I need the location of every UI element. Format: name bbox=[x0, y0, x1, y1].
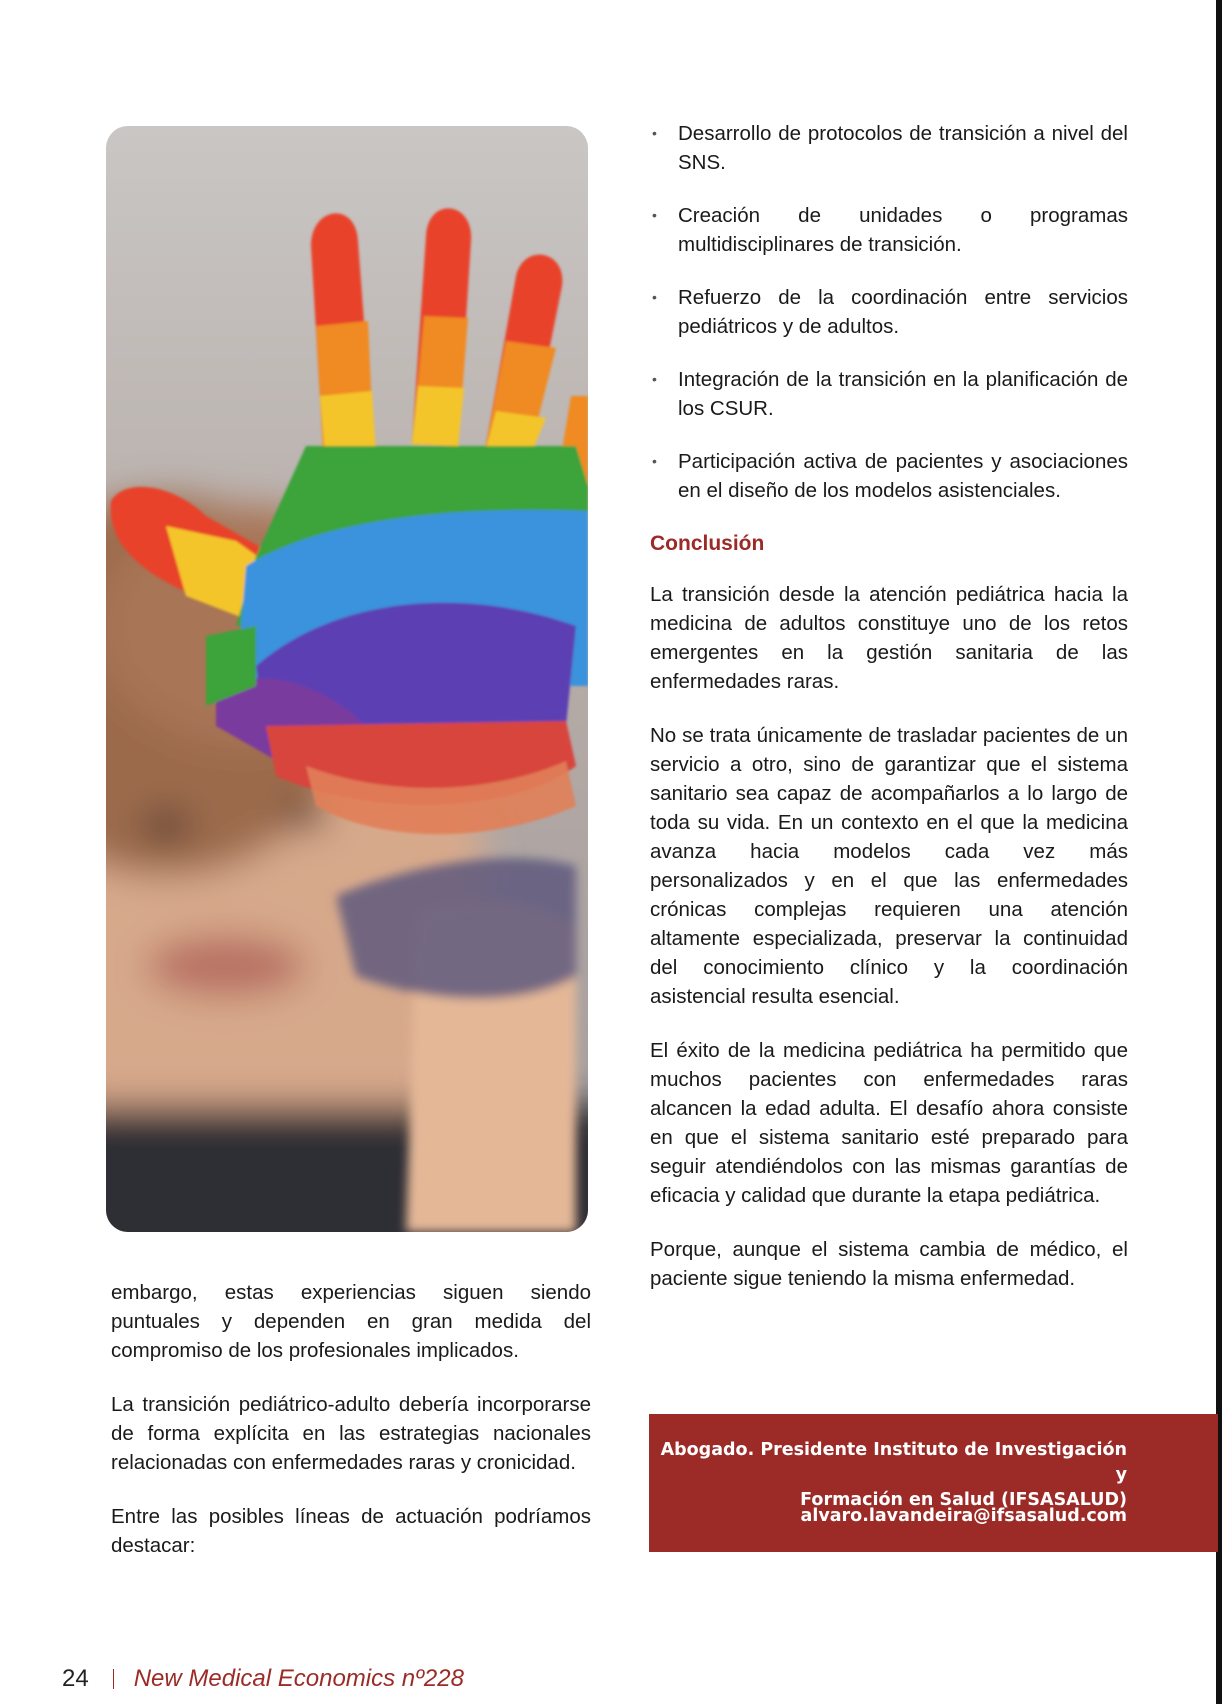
list-item bbox=[650, 119, 1128, 177]
bullet-icon: • bbox=[652, 289, 657, 305]
list-item bbox=[650, 283, 1128, 341]
list-item-text: Creación de unidades o programas multidisciplinares de transición. bbox=[678, 204, 1128, 256]
paragraph: embargo, estas experiencias siguen siendo puntuales y dependen en gran medida del compromiso de los profesionales implicados. bbox=[111, 1281, 591, 1362]
author-role bbox=[657, 1438, 1127, 1513]
paragraph: Entre las posibles líneas de actuación podríamos destacar: bbox=[111, 1505, 591, 1557]
conclusion-heading: Conclusión bbox=[650, 532, 765, 555]
page-number: 24 bbox=[62, 1665, 89, 1692]
list-item bbox=[650, 447, 1128, 505]
publication-title: New Medical Economics nº228 bbox=[133, 1665, 464, 1692]
bullet-icon: • bbox=[652, 453, 657, 469]
list-item-text: Desarrollo de protocolos de transición a nivel del SNS. bbox=[678, 122, 1128, 174]
list-item-text: Integración de la transición en la planificación de los CSUR. bbox=[678, 368, 1128, 420]
author-role-line: Formación en Salud (IFSASALUD) bbox=[800, 1490, 1127, 1510]
page-footer bbox=[62, 1664, 464, 1694]
author-box bbox=[649, 1414, 1218, 1552]
right-column bbox=[650, 119, 1128, 1318]
author-role-line: Abogado. Presidente Instituto de Investigación y bbox=[660, 1440, 1127, 1485]
footer-divider bbox=[113, 1669, 114, 1689]
list-item bbox=[650, 365, 1128, 423]
paragraph: No se trata únicamente de trasladar pacientes de un servicio a otro, sino de garantizar que el sistema sanitario sea capaz de acompañarlos a lo largo de toda su vida. En un contexto en el que la medicina avanza hacia modelos cada vez más personalizados y en el que las enfermedades crónicas complejas requieren una atención altamente especializada, preservar la continuidad del conocimiento clínico y la coordinación asistencial resulta esencial. bbox=[650, 724, 1128, 1008]
list-item-text: Participación activa de pacientes y asociaciones en el diseño de los modelos asistenciales. bbox=[678, 450, 1128, 502]
bullet-icon: • bbox=[652, 371, 657, 387]
paragraph: La transición desde la atención pediátrica hacia la medicina de adultos constituye uno de los retos emergentes en la gestión sanitaria de las enfermedades raras. bbox=[650, 583, 1128, 693]
paragraph: El éxito de la medicina pediátrica ha permitido que muchos pacientes con enfermedades raras alcancen la edad adulta. El desafío ahora consiste en que el sistema sanitario esté preparado para seguir atendiéndolos con las mismas garantías de eficacia y calidad que durante la etapa pediátrica. bbox=[650, 1039, 1128, 1207]
list-item-text: Refuerzo de la coordinación entre servicios pediátricos y de adultos. bbox=[678, 286, 1128, 338]
bullet-icon: • bbox=[652, 207, 657, 223]
left-column bbox=[111, 1278, 591, 1585]
list-item bbox=[650, 201, 1128, 259]
action-lines-list bbox=[650, 119, 1128, 505]
author-email[interactable]: alvaro.lavandeira@ifsasalud.com bbox=[800, 1506, 1127, 1526]
paragraph: Porque, aunque el sistema cambia de médico, el paciente sigue teniendo la misma enfermedad. bbox=[650, 1238, 1128, 1290]
painted-hand-photo bbox=[106, 126, 588, 1232]
paragraph: La transición pediátrico-adulto debería incorporarse de forma explícita en las estrategias nacionales relacionadas con enfermedades raras y cronicidad. bbox=[111, 1393, 591, 1474]
bullet-icon: • bbox=[652, 125, 657, 141]
